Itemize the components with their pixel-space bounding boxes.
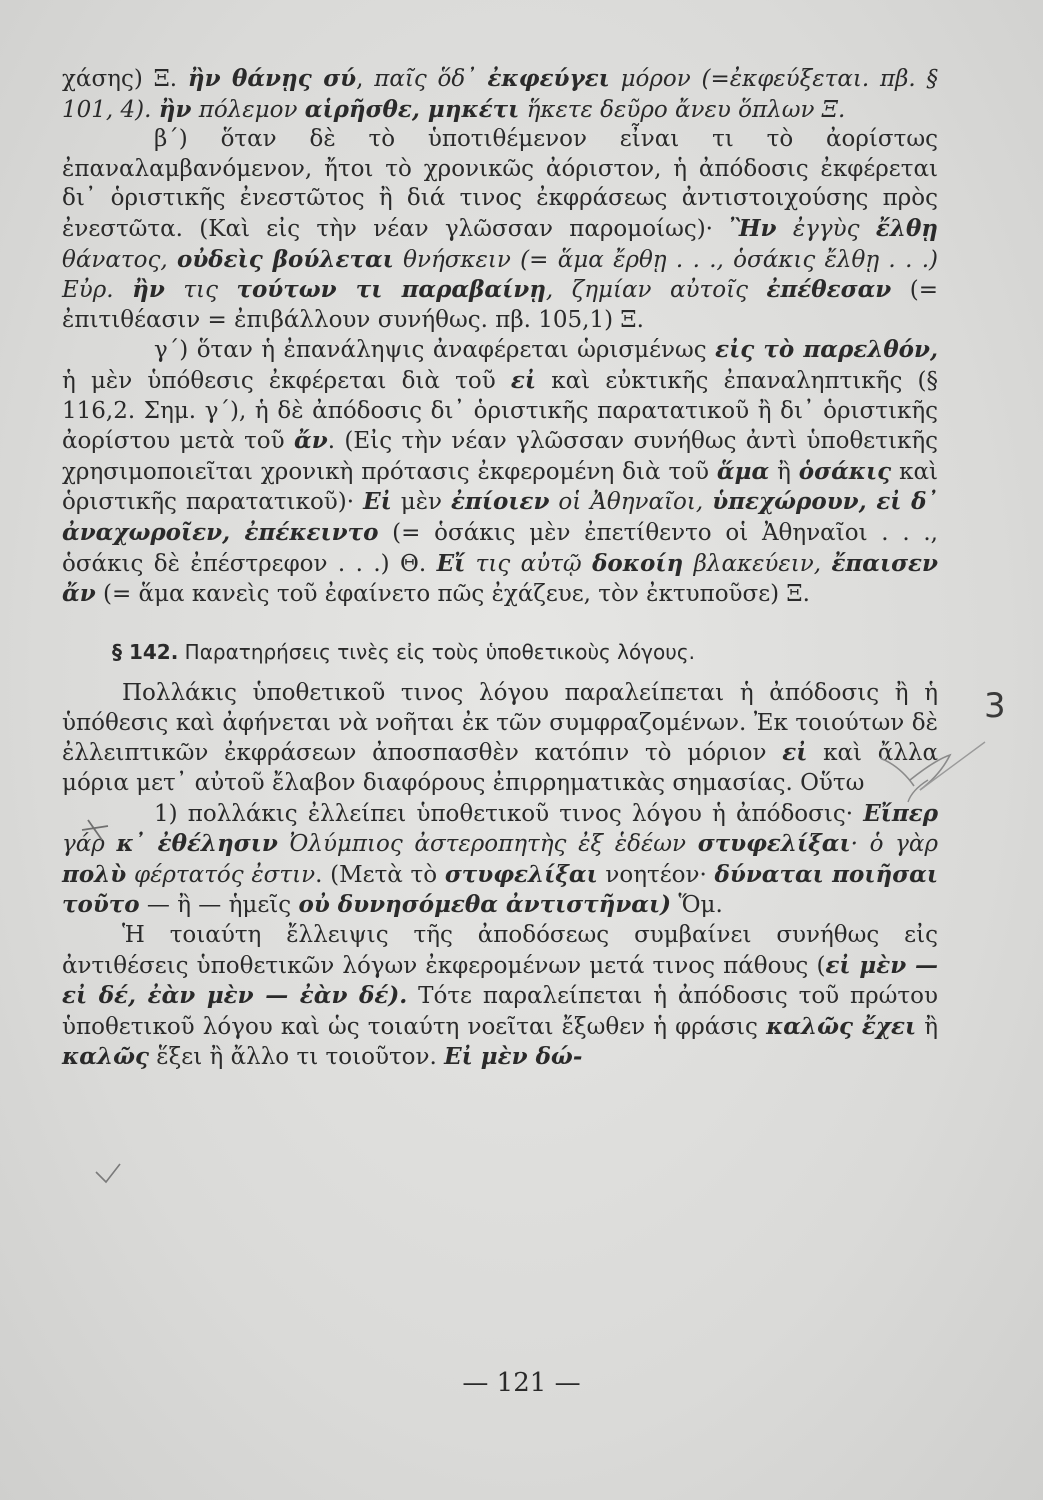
pencil-tick-mark bbox=[880, 720, 990, 820]
body-text bbox=[62, 64, 938, 1073]
paragraph-ellipsis: Ἡ τοιαύτη ἔλλειψις τῆς ἀποδόσεως συμβαίνει συνήθως εἰς ἀντιθέσεις ὑποθετικῶν λόγων ἐκφερομένων μετά τινος πάθους (εἰ μὲν — εἰ δέ, ἐὰν μὲν — ἐὰν δέ). Τότε παραλείπεται ἡ ἀπόδοσις τοῦ πρώτου ὑποθετικοῦ λόγου καὶ ὡς τοιαύτη νοεῖται ἔξωθεν ἡ φράσις καλῶς ἔχει ἢ καλῶς ἕξει ἢ ἄλλο τι τοιοῦτον. Εἰ μὲν δώ- bbox=[62, 922, 938, 1071]
paragraph-gamma: γ΄) ὅταν ἡ ἐπανάληψις ἀναφέρεται ὡρισμένως εἰς τὸ παρελθόν, ἡ μὲν ὑπόθεσις ἐκφέρεται διὰ τοῦ εἰ καὶ εὐκτικῆς ἐπαναληπτικῆς (§ 116,2. Σημ. γ΄), ἡ δὲ ἀπόδοσις δι᾽ ὁριστικῆς παρατατικοῦ ἢ δι᾽ ὁριστικῆς ἀορίστου μετὰ τοῦ ἄν. (Εἰς τὴν νέαν γλῶσσαν συνήθως ἀντὶ ὑποθετικῆς χρησιμοποιεῖται χρονικὴ πρότασις ἐκφερομένη διὰ τοῦ ἅμα ἢ ὁσάκις καὶ ὁριστικῆς παρατατικοῦ)· Εἰ μὲν ἐπίοιεν οἱ Ἀθηναῖοι, ὑπεχώρουν, εἰ δ᾽ ἀναχωροῖεν, ἐπέκειντο (= ὁσάκις μὲν ἐπετίθεντο οἱ Ἀθηναῖοι . . ., ὁσάκις δὲ ἐπέστρεφον . . .) Θ. Εἴ τις αὐτῷ δοκοίη βλακεύειν, ἔπαισεν ἄν (= ἅμα κανεὶς τοῦ ἐφαίνετο πῶς ἐχάζευε, τὸν ἐκτυποῦσε) Ξ. bbox=[62, 336, 938, 608]
pencil-check-mark bbox=[92, 1160, 126, 1190]
margin-handwritten-note: 3 bbox=[984, 686, 1006, 726]
page-number: — 121 — bbox=[462, 1368, 581, 1398]
section-heading: § 142. Παρατηρήσεις τινὲς εἰς τοὺς ὑποθετικοὺς λόγους. bbox=[112, 639, 695, 664]
paragraph-point-1: 1) πολλάκις ἐλλείπει ὑποθετικοῦ τινος λόγου ἡ ἀπόδοσις· Εἴπερ γάρ κ᾽ ἐθέλησιν Ὀλύμπιος ἀστεροπητὴς ἐξ ἑδέων στυφελίξαι· ὁ γὰρ πολὺ φέρτατός ἐστιν. (Μετὰ τὸ στυφελίξαι νοητέον· δύναται ποιῆσαι τοῦτο — ἢ — ἡμεῖς οὐ δυνησόμεθα ἀντιστῆναι) Ὅμ. bbox=[62, 799, 938, 919]
paragraph-intro: Πολλάκις ὑποθετικοῦ τινος λόγου παραλείπεται ἡ ἀπόδοσις ἢ ἡ ὑπόθεσις καὶ ἀφήνεται νὰ νοῆται ἐκ τῶν συμφραζομένων. Ἐκ τοιούτων δὲ ἐλλειπτικῶν ἐκφράσεων ἀποσπασθὲν κατόπιν τὸ μόριον εἰ καὶ ἄλλα μόρια μετ᾽ αὐτοῦ ἔλαβον διαφόρους ἐπιρρηματικὰς σημασίας. Οὕτω bbox=[62, 680, 938, 797]
paragraph-continuation: χάσης) Ξ. ἢν θάνῃς σύ, παῖς ὅδ᾽ ἐκφεύγει μόρον (=ἐκφεύξεται. πβ. § 101, 4). ἢν πόλεμον αἱρῆσθε, μηκέτι ἥκετε δεῦρο ἄνευ ὅπλων Ξ. bbox=[62, 65, 939, 123]
pencil-cross-mark bbox=[78, 816, 112, 844]
paragraph-beta: β΄) ὅταν δὲ τὸ ὑποτιθέμενον εἶναι τι τὸ ἀορίστως ἐπαναλαμβανόμενον, ἤτοι τὸ χρονικῶς ἀόριστον, ἡ ἀπόδοσις ἐκφέρεται δι᾽ ὁριστικῆς ἐνεστῶτος ἢ διά τινος ἐκφράσεως ἀντιστοιχούσης πρὸς ἐνεστῶτα. (Καὶ εἰς τὴν νέαν γλῶσσαν παρομοίως)· Ἢν ἐγγὺς ἔλθῃ θάνατος, οὐδεὶς βούλεται θνήσκειν (= ἅμα ἔρθῃ . . ., ὁσάκις ἔλθῃ . . .) Εὐρ. ἢν τις τούτων τι παραβαίνῃ, ζημίαν αὐτοῖς ἐπέθεσαν (= ἐπιτιθέασιν = ἐπιβάλλουν συνήθως. πβ. 105,1) Ξ. bbox=[62, 126, 939, 333]
